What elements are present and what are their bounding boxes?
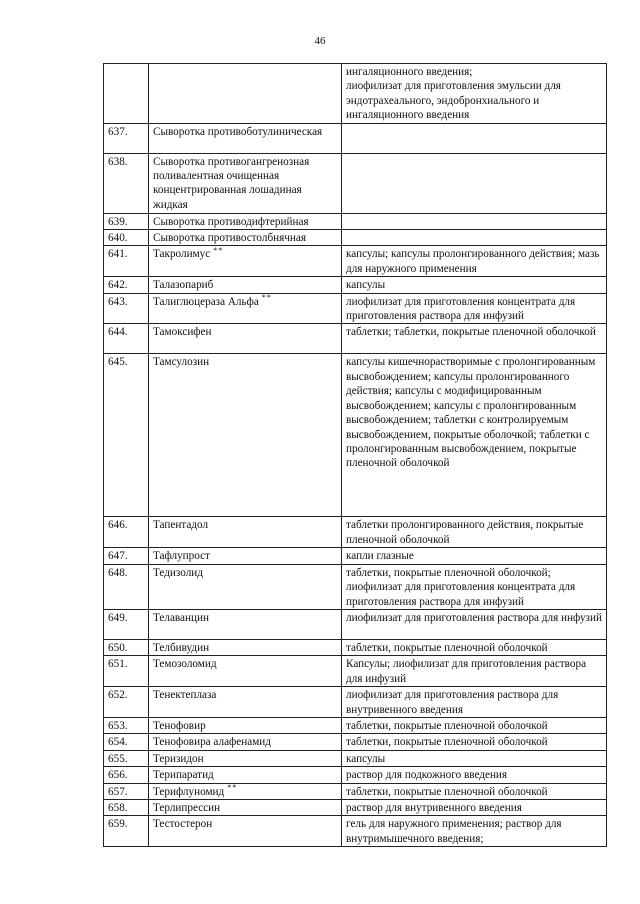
row-number: 641. xyxy=(104,246,149,277)
dosage-form: капсулы xyxy=(342,277,607,293)
drug-name xyxy=(149,324,342,354)
drug-name-text: Талиглюцераза Альфа xyxy=(153,295,259,308)
table-row xyxy=(104,293,607,324)
drug-name-text: Терипаратид xyxy=(153,769,214,782)
row-number: 638. xyxy=(104,153,149,213)
drug-name xyxy=(149,609,342,639)
row-number: 637. xyxy=(104,123,149,153)
drug-name xyxy=(149,564,342,609)
drug-name xyxy=(149,656,342,687)
dosage-form: капсулы кишечнорастворимые с пролонгированным высвобождением; капсулы пролонгированного действия; капсулы с модифицированным высвобождением; капсулы с пролонгированным высвобождением; таблетки с контролируемым высвобождением, покрытые оболочкой; таблетки с пролонгированным высвобождением, покрытые пленочной оболочкой xyxy=(342,354,607,517)
row-number: 653. xyxy=(104,717,149,733)
table-row xyxy=(104,609,607,639)
drug-name xyxy=(149,293,342,324)
row-number: 645. xyxy=(104,354,149,517)
dosage-form: таблетки, покрытые пленочной оболочкой xyxy=(342,783,607,799)
table-row xyxy=(104,734,607,750)
drug-name-text: Терифлуномид xyxy=(153,785,225,798)
dosage-form: таблетки, покрытые пленочной оболочкой xyxy=(342,639,607,655)
drug-name xyxy=(149,246,342,277)
page-number: 46 xyxy=(314,35,326,47)
dosage-form: капсулы xyxy=(342,750,607,766)
row-number: 659. xyxy=(104,816,149,847)
table-row xyxy=(104,750,607,766)
table-row xyxy=(104,354,607,517)
drug-name-text: Телаванцин xyxy=(153,611,209,624)
table-row xyxy=(104,64,607,124)
dosage-form: ингаляционного введения; лиофилизат для приготовления эмульсии для эндотрахеального, эндобронхиального и ингаляционного введения xyxy=(342,64,607,124)
dosage-form: раствор для внутривенного введения xyxy=(342,799,607,815)
drug-name xyxy=(149,548,342,564)
drug-name-text: Сыворотка противоботулиническая xyxy=(153,125,323,138)
row-number: 646. xyxy=(104,517,149,548)
drug-name-text: Терлипрессин xyxy=(153,801,221,814)
drug-name-text: Тедизолид xyxy=(153,566,203,579)
dosage-form: капли глазные xyxy=(342,548,607,564)
drug-footnote-mark: ** xyxy=(227,783,238,792)
drug-name xyxy=(149,277,342,293)
drug-name xyxy=(149,767,342,783)
row-number: 640. xyxy=(104,230,149,246)
dosage-form xyxy=(342,213,607,229)
drug-name xyxy=(149,123,342,153)
dosage-form: таблетки, покрытые пленочной оболочкой; лиофилизат для приготовления концентрата для приготовления раствора для инфузий xyxy=(342,564,607,609)
drug-name xyxy=(149,816,342,847)
table-row xyxy=(104,717,607,733)
dosage-form: лиофилизат для приготовления раствора для инфузий xyxy=(342,609,607,639)
row-number: 655. xyxy=(104,750,149,766)
dosage-form: лиофилизат для приготовления концентрата для приготовления раствора для инфузий xyxy=(342,293,607,324)
table-row xyxy=(104,246,607,277)
dosage-form xyxy=(342,123,607,153)
row-number: 648. xyxy=(104,564,149,609)
drug-name xyxy=(149,517,342,548)
dosage-form xyxy=(342,153,607,213)
row-number: 649. xyxy=(104,609,149,639)
drug-name xyxy=(149,750,342,766)
drug-name xyxy=(149,734,342,750)
drug-name xyxy=(149,230,342,246)
drug-footnote-mark: ** xyxy=(213,245,224,255)
drug-name xyxy=(149,64,342,124)
table-row xyxy=(104,783,607,799)
drug-name-text: Тамсулозин xyxy=(153,356,210,369)
dosage-form xyxy=(342,230,607,246)
dosage-form: таблетки пролонгированного действия, покрытые пленочной оболочкой xyxy=(342,517,607,548)
drug-name-text: Тестостерон xyxy=(153,818,213,831)
drug-name-text: Тенектеплаза xyxy=(153,689,217,702)
drug-name-text: Тафлупрост xyxy=(153,550,210,563)
drug-name-text: Такролимус xyxy=(153,248,211,261)
drug-name-text: Сыворотка противогангренозная поливалентная очищенная концентрированная лошадиная жидкая xyxy=(153,155,310,211)
row-number: 651. xyxy=(104,656,149,687)
drug-name xyxy=(149,783,342,799)
drug-name xyxy=(149,213,342,229)
dosage-form: таблетки, покрытые пленочной оболочкой xyxy=(342,717,607,733)
table-row xyxy=(104,564,607,609)
table-row xyxy=(104,767,607,783)
table-row xyxy=(104,687,607,718)
drug-name-text: Теризидон xyxy=(153,752,204,765)
drug-name-text: Тамоксифен xyxy=(153,326,212,339)
table-row xyxy=(104,230,607,246)
drug-name-text: Тапентадол xyxy=(153,519,209,532)
row-number: 656. xyxy=(104,767,149,783)
dosage-form: капсулы; капсулы пролонгированного действия; мазь для наружного применения xyxy=(342,246,607,277)
drug-name xyxy=(149,639,342,655)
drug-name-text: Темозоломид xyxy=(153,658,217,671)
table-row xyxy=(104,324,607,354)
drug-name-text: Сыворотка противостолбнячная xyxy=(153,232,307,245)
row-number xyxy=(104,64,149,124)
dosage-form: таблетки, покрытые пленочной оболочкой xyxy=(342,734,607,750)
table-row xyxy=(104,123,607,153)
table-row xyxy=(104,213,607,229)
row-number: 654. xyxy=(104,734,149,750)
drug-name xyxy=(149,354,342,517)
row-number: 647. xyxy=(104,548,149,564)
drug-table-body xyxy=(104,64,607,847)
table-row xyxy=(104,548,607,564)
drug-name xyxy=(149,687,342,718)
row-number: 650. xyxy=(104,639,149,655)
table-row xyxy=(104,816,607,847)
row-number: 644. xyxy=(104,324,149,354)
drug-name-text: Тенофовир xyxy=(153,719,206,732)
drug-name-text: Сыворотка противодифтерийная xyxy=(153,215,309,228)
dosage-form: раствор для подкожного введения xyxy=(342,767,607,783)
drug-name xyxy=(149,799,342,815)
drug-table xyxy=(103,63,607,847)
dosage-form: Капсулы; лиофилизат для приготовления раствора для инфузий xyxy=(342,656,607,687)
drug-name xyxy=(149,153,342,213)
drug-footnote-mark: ** xyxy=(261,293,272,302)
row-number: 658. xyxy=(104,799,149,815)
table-row xyxy=(104,656,607,687)
drug-name-text: Талазопариб xyxy=(153,279,214,292)
table-row xyxy=(104,799,607,815)
row-number: 643. xyxy=(104,293,149,324)
table-row xyxy=(104,153,607,213)
row-number: 652. xyxy=(104,687,149,718)
table-row xyxy=(104,517,607,548)
table-row xyxy=(104,277,607,293)
drug-name-text: Тенофовира алафенамид xyxy=(153,736,271,749)
row-number: 642. xyxy=(104,277,149,293)
drug-name-text: Телбивудин xyxy=(153,641,210,654)
row-number: 639. xyxy=(104,213,149,229)
dosage-form: таблетки; таблетки, покрытые пленочной оболочкой xyxy=(342,324,607,354)
table-row xyxy=(104,639,607,655)
drug-name xyxy=(149,717,342,733)
dosage-form: лиофилизат для приготовления раствора для внутривенного введения xyxy=(342,687,607,718)
dosage-form: гель для наружного применения; раствор для внутримышечного введения; xyxy=(342,816,607,847)
row-number: 657. xyxy=(104,783,149,799)
